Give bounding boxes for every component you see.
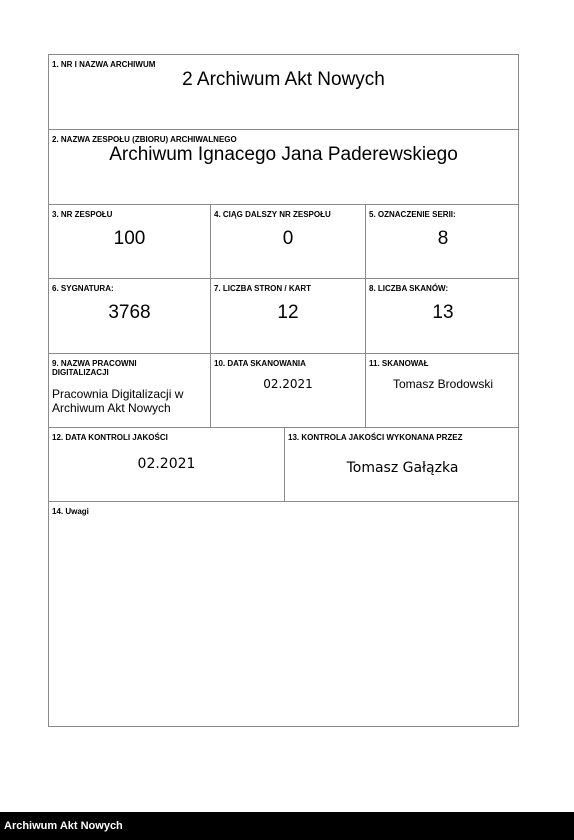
signature-label: 6. SYGNATURA: [52, 284, 114, 293]
series-cell [365, 205, 520, 278]
series-label: 5. OZNACZENIE SERII: [369, 210, 456, 219]
scanned-by-cell [365, 354, 520, 427]
footer-bar [0, 812, 574, 840]
quality-control-row [49, 428, 518, 502]
qc-by-cell [284, 428, 520, 501]
workshop-row [49, 354, 518, 428]
scans-cell [365, 279, 520, 353]
scanned-by-value: Tomasz Brodowski [392, 377, 494, 391]
signature-cell [49, 279, 210, 353]
notes-cell [49, 502, 518, 726]
signature-value: 3768 [108, 302, 151, 323]
fonds-continuation-value: 0 [282, 228, 294, 249]
scan-date-label: 10. DATA SKANOWANIA [214, 359, 306, 368]
pages-cell [210, 279, 365, 353]
fonds-continuation-cell [210, 205, 365, 278]
pages-value: 12 [277, 302, 299, 323]
fonds-number-cell [49, 205, 210, 278]
fonds-name-label: 2. NAZWA ZESPOŁU (ZBIORU) ARCHIWALNEGO [52, 135, 237, 144]
scan-date-cell [210, 354, 365, 427]
archive-label: 1. NR I NAZWA ARCHIWUM [52, 60, 156, 69]
fonds-number-value: 100 [113, 228, 146, 249]
qc-date-value: 02.2021 [137, 456, 196, 472]
scan-metadata-form [48, 54, 519, 727]
fonds-continuation-label: 4. CIĄG DALSZY NR ZESPOŁU [214, 210, 331, 219]
scan-date-value: 02.2021 [263, 377, 313, 391]
workshop-value: Pracownia Digitalizacji w Archiwum Akt Nowych [52, 387, 184, 415]
archive-row [49, 55, 518, 130]
series-value: 8 [437, 228, 449, 249]
fonds-name-row [49, 130, 518, 205]
qc-date-label: 12. DATA KONTROLI JAKOŚCI [52, 433, 168, 442]
archive-cell [49, 55, 518, 129]
qc-by-value: Tomasz Gałązka [346, 460, 459, 476]
scanned-by-label: 11. SKANOWAŁ [369, 359, 429, 368]
fonds-name-value: Archiwum Ignacego Jana Paderewskiego [109, 144, 458, 165]
qc-date-cell [49, 428, 284, 501]
notes-label: 14. Uwagi [52, 507, 89, 516]
scans-value: 13 [432, 302, 454, 323]
archive-value: 2 Archiwum Akt Nowych [182, 69, 385, 90]
qc-by-label: 13. KONTROLA JAKOŚCI WYKONANA PRZEZ [288, 433, 463, 442]
scans-label: 8. LICZBA SKANÓW: [369, 284, 449, 293]
fonds-name-cell [49, 130, 518, 204]
fonds-number-row [49, 205, 518, 279]
workshop-cell [49, 354, 210, 427]
pages-label: 7. LICZBA STRON / KART [214, 284, 312, 293]
fonds-number-label: 3. NR ZESPOŁU [52, 210, 113, 219]
footer-archive-name: Archiwum Akt Nowych [4, 820, 123, 832]
workshop-label: 9. NAZWA PRACOWNI DIGITALIZACJI [52, 359, 137, 377]
signature-row [49, 279, 518, 354]
